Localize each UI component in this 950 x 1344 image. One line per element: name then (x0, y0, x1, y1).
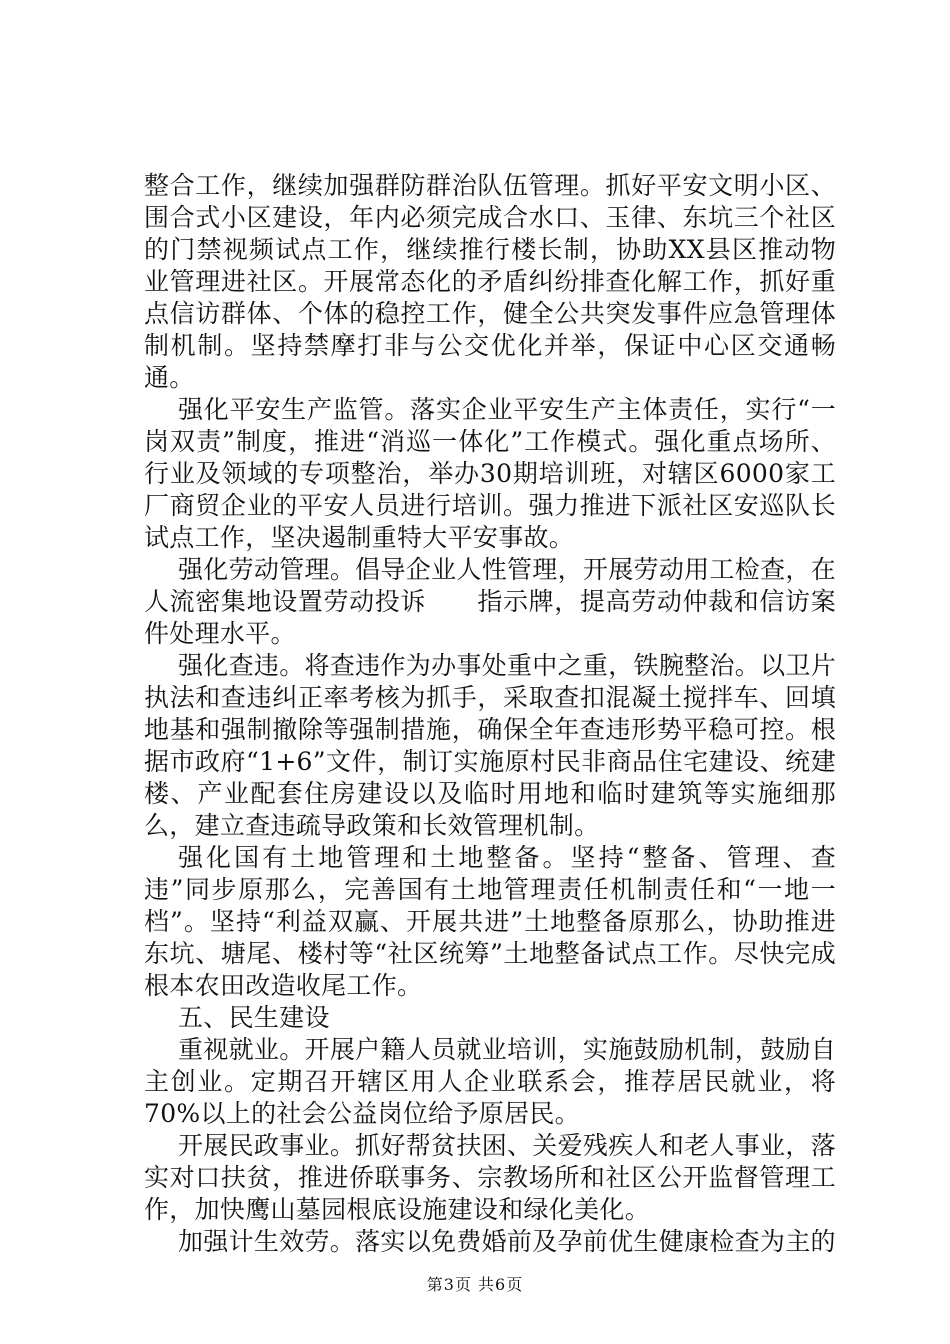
page-number-footer: 第3页 共6页 (426, 1275, 524, 1294)
paragraph-labor-management: 强化劳动管理。倡导企业人性管理，开展劳动用工检查，在人流密集地设置劳动投诉 指示牌，提高劳动仲裁和信访案件处理水平。 (144, 555, 836, 648)
document-body (144, 170, 836, 1258)
paragraph-security-integration: 整合工作，继续加强群防群治队伍管理。抓好平安文明小区、围合式小区建设，年内必须完成合水口、玉律、东坑三个社区的门禁视频试点工作，继续推行楼长制，协助XX县区推动物业管理进社区。开展常态化的矛盾纠纷排查化解工作，抓好重点信访群体、个体的稳控工作，健全公共突发事件应急管理体制机制。坚持禁摩打非与公交优化并举，保证中心区交通畅通。 (144, 171, 836, 392)
paragraph-employment: 重视就业。开展户籍人员就业培训，实施鼓励机制，鼓励自主创业。定期召开辖区用人企业联系会，推荐居民就业，将70%以上的社会公益岗位给予原居民。 (144, 1035, 836, 1128)
section-heading-livelihood: 五、民生建设 (178, 1003, 330, 1032)
paragraph-safety-supervision: 强化平安生产监管。落实企业平安生产主体责任，实行“一岗双责”制度，推进“消巡一体化”工作模式。强化重点场所、行业及领域的专项整治，举办30期培训班，对辖区6000家工厂商贸企业的平安人员进行培训。强力推进下派社区安巡队长试点工作，坚决遏制重特大平安事故。 (144, 395, 836, 552)
paragraph-illegal-construction: 强化查违。将查违作为办事处重中之重，铁腕整治。以卫片执法和查违纠正率考核为抓手，采取查扣混凝土搅拌车、回填地基和强制撤除等强制措施，确保全年查违形势平稳可控。根据市政府“1+6”文件，制订实施原村民非商品住宅建设、统建楼、产业配套住房建设以及临时用地和临时建筑等实施细那么，建立查违疏导政策和长效管理机制。 (144, 651, 836, 840)
paragraph-family-planning: 加强计生效劳。落实以免费婚前及孕前优生健康检查为主的 (178, 1227, 836, 1256)
paragraph-land-management: 强化国有土地管理和土地整备。坚持“整备、管理、查违”同步原那么，完善国有土地管理责任机制责任和“一地一档”。坚持“利益双赢、开展共进”土地整备原那么，协助推进东坑、塘尾、楼村等“社区统筹”土地整备试点工作。尽快完成根本农田改造收尾工作。 (144, 843, 836, 1000)
paragraph-civil-affairs: 开展民政事业。抓好帮贫扶困、关爱残疾人和老人事业，落实对口扶贫，推进侨联事务、宗教场所和社区公开监督管理工作，加快鹰山墓园根底设施建设和绿化美化。 (144, 1131, 836, 1224)
